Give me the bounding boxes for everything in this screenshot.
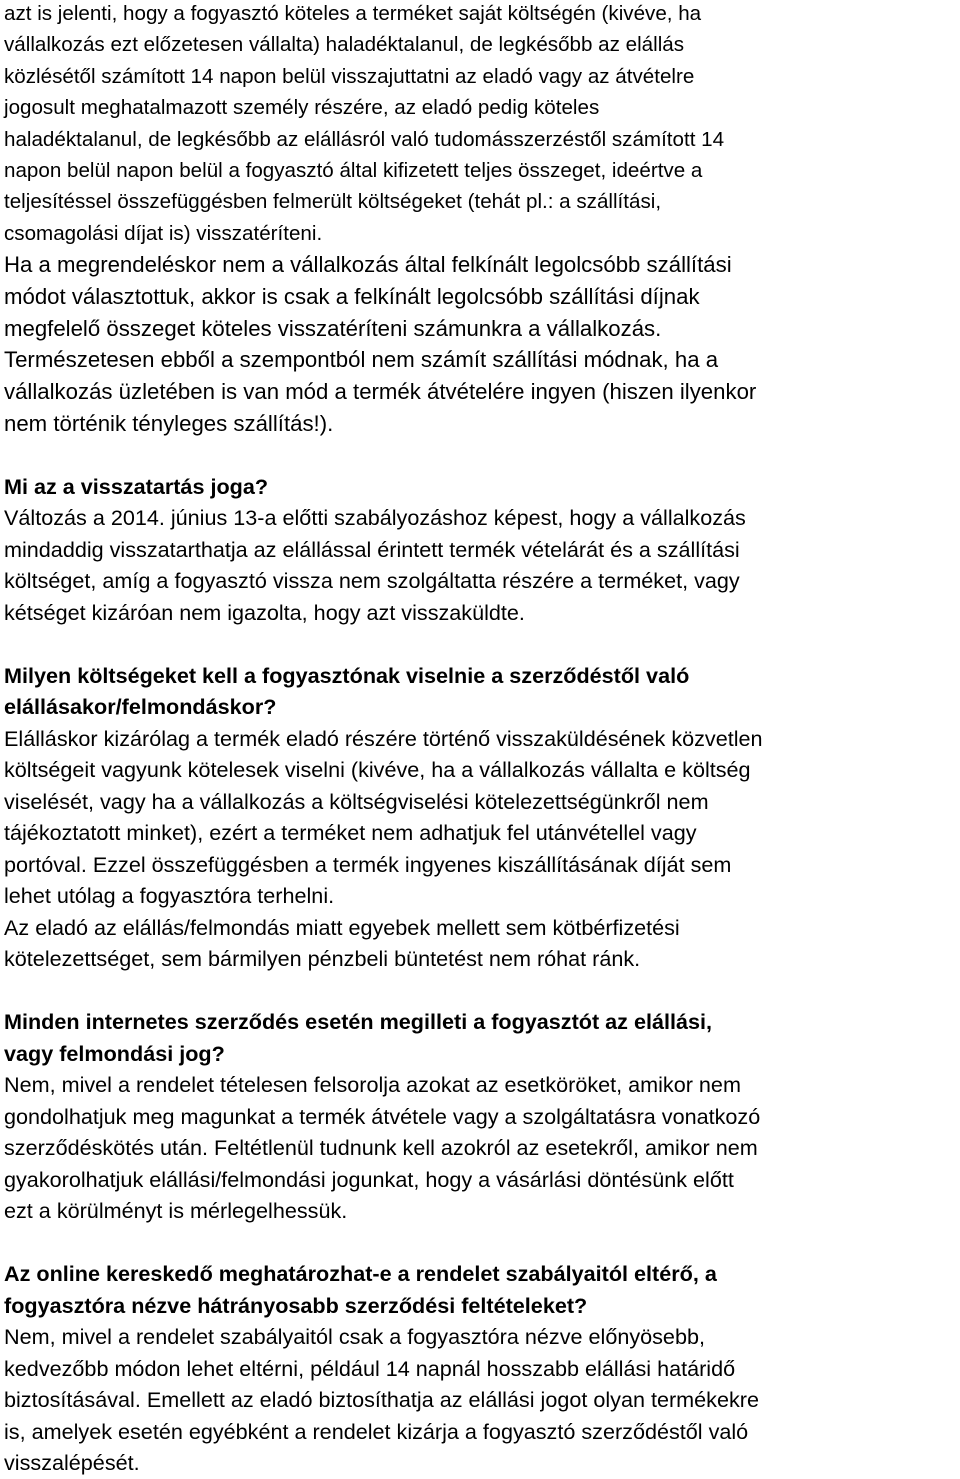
text-line: viselését, vagy ha a vállalkozás a költségviselési kötelezettségünkről nem — [4, 788, 709, 814]
paragraph-refund-obligation — [4, 0, 954, 249]
text-line: kedvezőbb módon lehet eltérni, például 14 napnál hosszabb elállási határidő — [4, 1355, 736, 1381]
paragraph-shipping-cost — [4, 249, 954, 439]
text-line: kötelezettséget, sem bármilyen pénzbeli büntetést nem róhat ránk. — [4, 946, 641, 972]
heading-line: fogyasztóra nézve hátrányosabb szerződési feltételeket? — [4, 1292, 588, 1318]
section-body — [4, 723, 954, 975]
section-spacer — [4, 1227, 954, 1259]
section-heading — [4, 1258, 954, 1321]
text-line: ezt a körülményt is mérlegelhessük. — [4, 1198, 348, 1224]
heading-line: Mi az a visszatartás joga? — [4, 473, 269, 499]
text-line: is, amelyek esetén egyébként a rendelet kizárja a fogyasztó szerződéstől való — [4, 1418, 749, 1444]
section-withdrawal-right-scope — [4, 1006, 954, 1227]
text-line: csomagolási díjat is) visszatéríteni. — [4, 221, 323, 245]
text-line: közlésétől számított 14 napon belül visszajuttatni az eladó vagy az átvételre — [4, 64, 695, 88]
text-line: Az eladó az elállás/felmondás miatt egyebek mellett sem kötbérfizetési — [4, 914, 680, 940]
text-line: mindaddig visszatarthatja az elállással érintett termék vételárát és a szállítási — [4, 536, 740, 562]
text-line: teljesítéssel összefüggésben felmerült költségeket (tehát pl.: a szállítási, — [4, 190, 662, 214]
text-line: tájékoztatott minket), ezért a terméket nem adhatjuk fel utánvétellel vagy — [4, 820, 697, 846]
text-line: biztosításával. Emellett az eladó biztosíthatja az elállási jogot olyan termékekre — [4, 1387, 759, 1413]
text-line: Ha a megrendeléskor nem a vállalkozás által felkínált legolcsóbb szállítási — [4, 252, 732, 278]
text-line: jogosult meghatalmazott személy részére, az eladó pedig köteles — [4, 96, 600, 120]
heading-line: Milyen költségeket kell a fogyasztónak viselnie a szerződéstől való — [4, 662, 690, 688]
text-line: költségeit vagyunk kötelesek viselni (kivéve, ha a vállalkozás vállalta e költség — [4, 757, 751, 783]
text-line: napon belül napon belül a fogyasztó által kifizetett teljes összeget, ideértve a — [4, 159, 703, 183]
section-merchant-terms — [4, 1258, 954, 1479]
text-line: lehet utólag a fogyasztóra terhelni. — [4, 883, 335, 909]
text-line: visszalépését. — [4, 1450, 140, 1476]
section-body — [4, 502, 954, 628]
text-line: vállalkozás ezt előzetesen vállalta) haladéktalanul, de legkésőbb az elállás — [4, 33, 685, 57]
text-line: Változás a 2014. június 13-a előtti szabályozáshoz képest, hogy a vállalkozás — [4, 505, 746, 531]
section-body — [4, 1321, 954, 1479]
section-spacer — [4, 628, 954, 660]
section-heading — [4, 471, 954, 503]
text-line: haladéktalanul, de legkésőbb az elállásról való tudomásszerzéstől számított 14 — [4, 127, 725, 151]
document-page — [4, 0, 954, 1479]
text-line: Nem, mivel a rendelet tételesen felsorolja azokat az esetköröket, amikor nem — [4, 1072, 741, 1098]
text-line: azt is jelenti, hogy a fogyasztó köteles a terméket saját költségén (kivéve, ha — [4, 2, 702, 25]
text-line: portóval. Ezzel összefüggésben a termék ingyenes kiszállításának díját sem — [4, 851, 732, 877]
text-line: gondolhatjuk meg magunkat a termék átvétele vagy a szolgáltatásra vonatkozó — [4, 1103, 761, 1129]
text-line: megfelelő összeget köteles visszatéríteni számunkra a vállalkozás. — [4, 315, 662, 341]
heading-line: Az online kereskedő meghatározhat-e a rendelet szabályaitól eltérő, a — [4, 1261, 717, 1287]
text-line: vállalkozás üzletében is van mód a termék átvételére ingyen (hiszen ilyenkor — [4, 379, 757, 405]
text-line: költséget, amíg a fogyasztó vissza nem szolgáltatta részére a terméket, vagy — [4, 568, 740, 594]
text-line: Elálláskor kizárólag a termék eladó részére történő visszaküldésének közvetlen — [4, 725, 763, 751]
heading-line: Minden internetes szerződés esetén megilleti a fogyasztót az elállási, — [4, 1009, 713, 1035]
text-line: kétséget kizáróan nem igazolta, hogy azt visszaküldte. — [4, 599, 525, 625]
text-line: Természetesen ebből a szempontból nem számít szállítási módnak, ha a — [4, 347, 719, 373]
heading-line: elállásakor/felmondáskor? — [4, 694, 277, 720]
text-line: Nem, mivel a rendelet szabályaitól csak a fogyasztóra nézve előnyösebb, — [4, 1324, 705, 1350]
section-spacer — [4, 439, 954, 471]
text-line: gyakorolhatjuk elállási/felmondási jogunkat, hogy a vásárlási döntésünk előtt — [4, 1166, 734, 1192]
section-retention-right — [4, 471, 954, 629]
heading-line: vagy felmondási jog? — [4, 1040, 225, 1066]
text-line: módot választottuk, akkor is csak a felkínált legolcsóbb szállítási díjnak — [4, 283, 700, 309]
section-body — [4, 1069, 954, 1227]
section-consumer-costs — [4, 660, 954, 975]
section-heading — [4, 660, 954, 723]
text-line: nem történik tényleges szállítás!). — [4, 410, 334, 436]
section-heading — [4, 1006, 954, 1069]
section-spacer — [4, 975, 954, 1007]
text-line: szerződéskötés után. Feltétlenül tudnunk kell azokról az esetekről, amikor nem — [4, 1135, 758, 1161]
